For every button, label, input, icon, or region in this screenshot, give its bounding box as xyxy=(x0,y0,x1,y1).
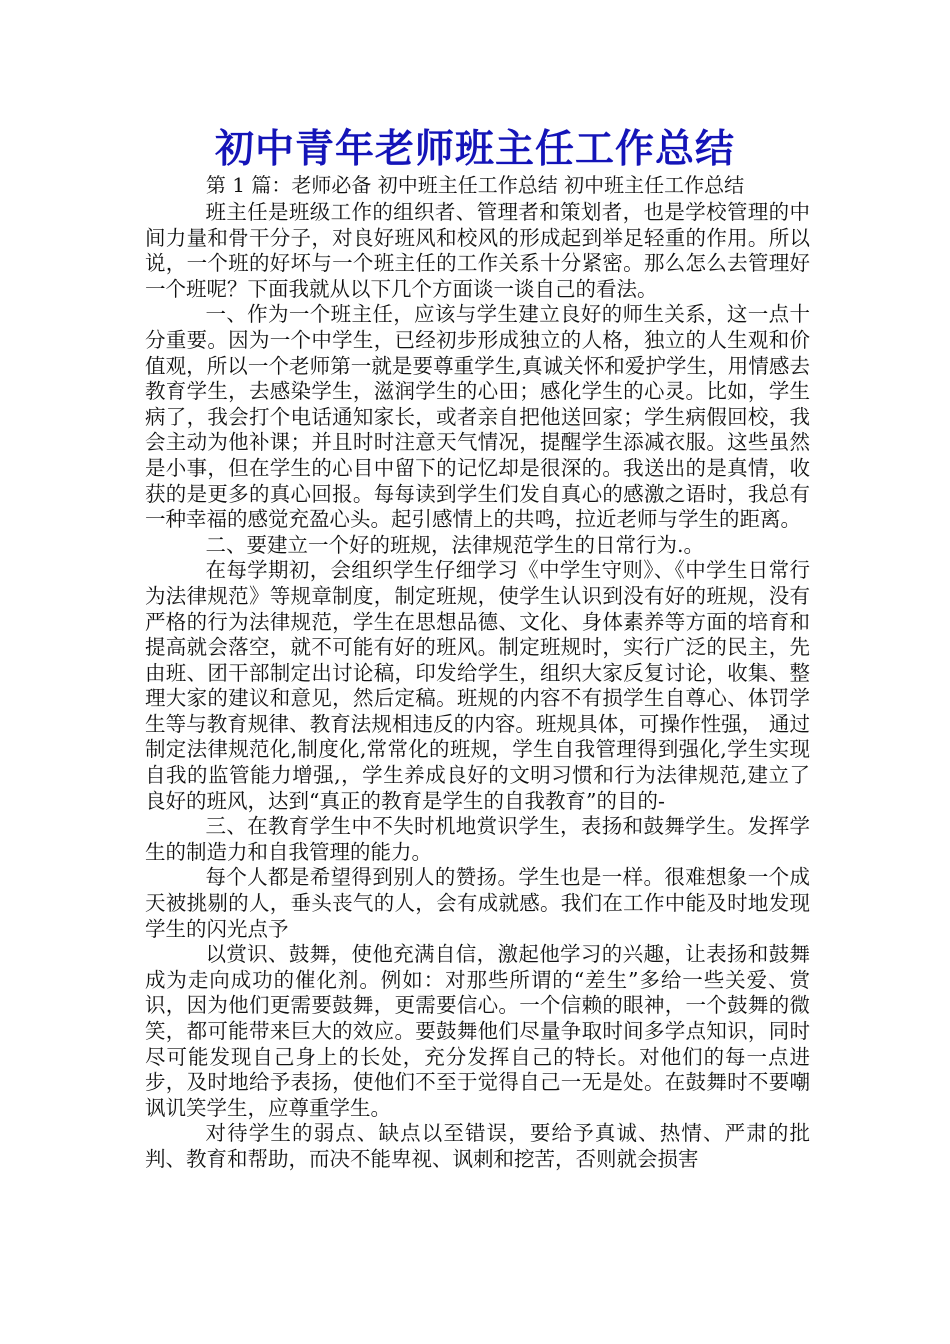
paragraph: 每个人都是希望得到别人的赞扬。学生也是一样。很难想象一个成天被挑剔的人，垂头丧气的人，会有成就感。我们在工作中能及时地发现学生的闪光点予 xyxy=(145,865,810,941)
paragraph: 在每学期初，会组织学生仔细学习《中学生守则》、《中学生日常行为法律规范》等规章制度，制定班规，使学生认识到没有好的班规，没有严格的行为法律规范，学生在思想品德、文化、身体素养等方面的培育和提高就会落空，就不可能有好的班风。制定班规时，实行广泛的民主，先由班、团干部制定出讨论稿，印发给学生，组织大家反复讨论，收集、整理大家的建议和意见，然后定稿。班规的内容不有损学生自尊心、体罚学生等与教育规律、教育法规相违反的内容。班规具体，可操作性强， 通过制定法律规范化,制度化,常常化的班规，学生自我管理得到强化,学生实现自我的监管能力增强,，学生养成良好的文明习惯和行为法律规范,建立了良好的班风，达到“真正的教育是学生的自我教育”的目的- xyxy=(145,558,810,813)
paragraph: 班主任是班级工作的组织者、管理者和策划者，也是学校管理的中间力量和骨干分子，对良好班风和校风的形成起到举足轻重的作用。所以说，一个班的好坏与一个班主任的工作关系十分紧密。那么怎么去管理好一个班呢？下面我就从以下几个方面谈一谈自己的看法。 xyxy=(145,200,810,301)
paragraph: 一、作为一个班主任，应该与学生建立良好的师生关系，这一点十分重要。因为一个中学生，已经初步形成独立的人格，独立的人生观和价值观，所以一个老师第一就是要尊重学生,真诚关怀和爱护学生，用情感去教育学生，去感染学生，滋润学生的心田；感化学生的心灵。比如，学生病了，我会打个电话通知家长，或者亲自把他送回家；学生病假回校，我会主动为他补课；并且时时注意天气情况，提醒学生添减衣服。这些虽然是小事，但在学生的心目中留下的记忆却是很深的。我送出的是真情，收获的是更多的真心回报。每每读到学生们发自真心的感激之语时，我总有一种幸福的感觉充盈心头。起引感情上的共鸣，拉近老师与学生的距离。 xyxy=(145,302,810,532)
paragraph: 对待学生的弱点、缺点以至错误，要给予真诚、热情、严肃的批判、教育和帮助，而决不能卑视、讽刺和挖苦，否则就会损害 xyxy=(145,1121,810,1171)
document-title: 初中青年老师班主任工作总结 xyxy=(214,127,735,172)
paragraph: 三、在教育学生中不失时机地赏识学生，表扬和鼓舞学生。发挥学生的制造力和自我管理的能力。 xyxy=(145,814,810,864)
paragraph: 二、要建立一个好的班规，法律规范学生的日常行为.。 xyxy=(205,532,704,557)
document-subtitle: 第 1 篇：老师必备 初中班主任工作总结 初中班主任工作总结 xyxy=(205,173,745,197)
paragraph: 以赏识、鼓舞，使他充满自信，激起他学习的兴趣，让表扬和鼓舞成为走向成功的催化剂。例如：对那些所谓的“差生”多给一些关爱、赏识，因为他们更需要鼓舞，更需要信心。一个信赖的眼神，一个鼓舞的微笑，都可能带来巨大的效应。要鼓舞他们尽量争取时间多学点知识，同时尽可能发现自己身上的长处，充分发挥自己的特长。对他们的每一点进步，及时地给予表扬，使他们不至于觉得自己一无是处。在鼓舞时不要嘲讽讥笑学生，应尊重学生。 xyxy=(145,942,810,1120)
document-body xyxy=(145,200,810,1173)
